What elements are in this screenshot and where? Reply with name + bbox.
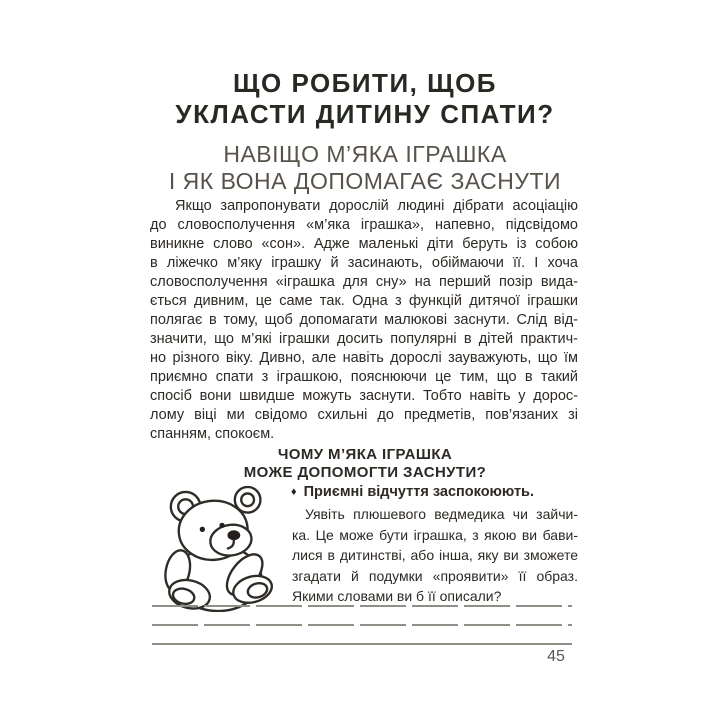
section-subtitle (140, 141, 590, 195)
intro-line: Якщо запропонувати дорослій людині дібрати асоціацію (175, 198, 578, 214)
writing-line (152, 624, 572, 626)
intro-line: в ліжечко м’яку іграшку й засинають, обіймаючи її. І хоча (150, 255, 578, 271)
diamond-bullet-icon: ♦ (291, 486, 297, 498)
tip-line: Уявіть плюшевого ведмедика чи зайчи- (305, 506, 578, 522)
intro-line: лому віці ми свідомо схильні до предметів, пов’язаних зі (150, 407, 578, 423)
intro-line: спосіб вони швидше можуть заснути. Тобто навіть у дорос- (150, 388, 578, 404)
intro-line: полягає в тому, щоб допомагати малюкові заснути. Слід від- (150, 312, 578, 328)
intro-line: виникне слово «сон». Адже маленькі діти беруть із собою (150, 236, 578, 252)
tip-bullet-headline (291, 484, 579, 500)
intro-line: до словосполучення «м’яка іграшка», напевно, підсвідомо (150, 217, 578, 233)
question-heading (150, 446, 580, 482)
chapter-title-line: УКЛАСТИ ДИТИНУ СПАТИ? (175, 99, 555, 129)
tip-line: ка. Це може бути іграшка, з якою ви бави- (292, 526, 578, 543)
page-number: 45 (547, 648, 565, 665)
intro-line: значити, що м’які іграшки досить популярні в дітей практич- (150, 331, 578, 347)
tip-line: Якими словами ви б її описали? (292, 588, 502, 604)
intro-line: ється дивним, це саме так. Одна з функцій дитячої іграшки (150, 293, 578, 309)
writing-line (152, 605, 572, 607)
intro-line: приємно спати з іграшкою, пояснюючи це тим, що в такий (150, 369, 578, 385)
tip-line: лися в дитинстві, або інша, яку ви зможете (292, 547, 578, 563)
tip-body (292, 504, 578, 607)
tip-title: Приємні відчуття заспокоюють. (303, 484, 534, 500)
chapter-title-line: ЩО РОБИТИ, ЩОБ (233, 68, 497, 98)
section-subtitle-line: І ЯК ВОНА ДОПОМАГАЄ ЗАСНУТИ (168, 168, 562, 194)
intro-line: словосполучення «іграшка для сну» на перший позір вида- (150, 274, 578, 290)
intro-paragraph (150, 197, 578, 444)
section-subtitle-line: НАВІЩО М’ЯКА ІГРАШКА (223, 141, 507, 167)
intro-line: спанням, спокоєм. (150, 426, 275, 442)
teddy-bear-illustration (156, 486, 292, 612)
chapter-title (150, 68, 580, 130)
tip-line: згадати й подумки «проявити» її образ. (292, 567, 578, 584)
question-heading-line: ЧОМУ М’ЯКА ІГРАШКА (277, 446, 453, 463)
question-heading-line: МОЖЕ ДОПОМОГТИ ЗАСНУТИ? (243, 464, 487, 481)
writing-line (152, 643, 572, 645)
intro-line: но різного віку. Дивно, але навіть дорослі зауважують, що їм (150, 350, 578, 366)
